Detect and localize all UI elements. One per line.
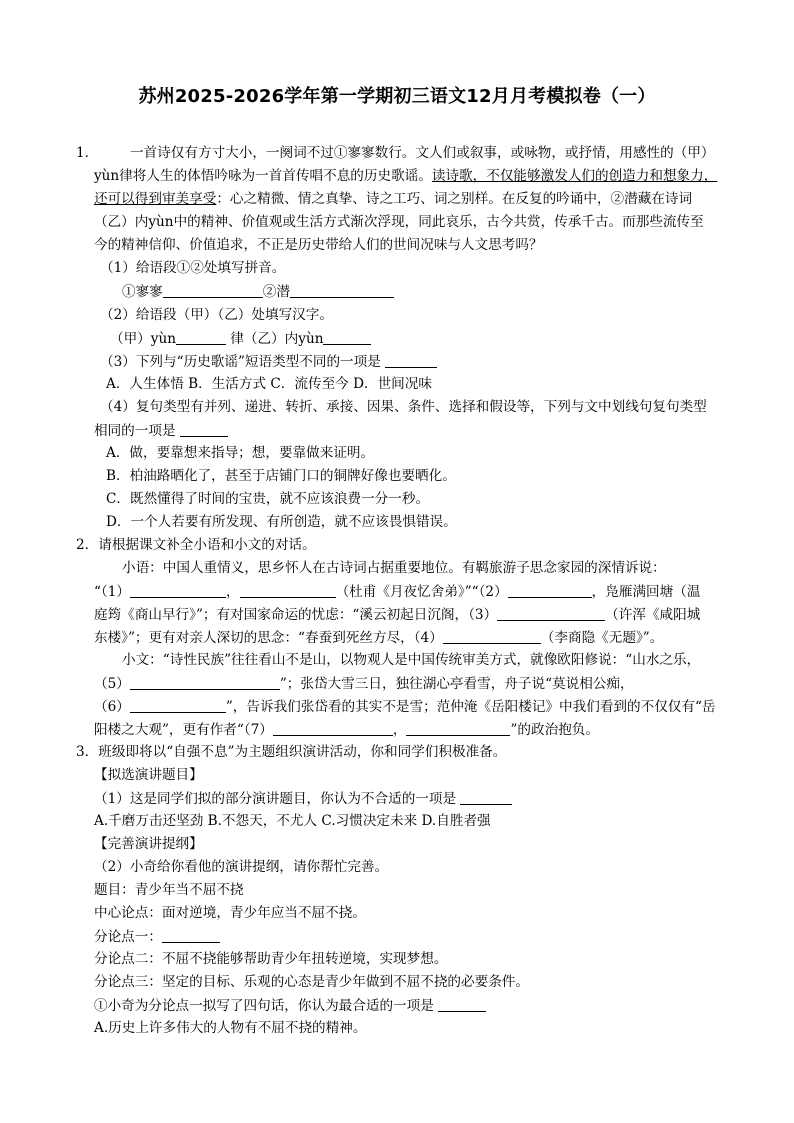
question-text: （1）这是同学们拟的部分演讲题目，你认为不合适的一项是 <box>94 791 457 807</box>
sub-question-1 <box>94 792 512 807</box>
answer-blank[interactable] <box>176 332 226 345</box>
answer-blank[interactable] <box>273 723 393 736</box>
option-a: A．做，要靠想来指导；想，要靠做来证明。 <box>106 445 375 461</box>
answer-blank[interactable] <box>180 424 228 437</box>
answer-blank[interactable] <box>130 700 226 713</box>
source-text: （许浑《咸阳城 <box>605 607 701 623</box>
outline-point-1 <box>94 930 220 945</box>
answer-blank[interactable] <box>508 585 592 598</box>
pinyin-row <box>122 285 394 300</box>
sub-question-2-1 <box>94 999 486 1014</box>
blank-label: （5） <box>94 676 130 692</box>
jia-label: （甲）yùn <box>110 331 176 347</box>
answer-blank[interactable] <box>162 930 220 943</box>
dialog-line-8 <box>94 723 599 738</box>
answer-blank[interactable] <box>438 999 486 1012</box>
passage-text: ：心之精微、情之真挚、诗之工巧、词之别样。在反复的吟诵中，②潜藏在诗词 <box>216 191 693 207</box>
dialog-text: ”的政治抱负。 <box>510 722 599 738</box>
dialog-text: 阳楼之大观”，更有作者“（7） <box>94 722 273 738</box>
dialog-line-2 <box>94 585 700 600</box>
dialog-text: ”，告诉我们张岱看的其实不是雪；范仲淹《岳阳楼记》中我们看到的不仅仅有“岳 <box>225 699 716 715</box>
dialog-text: 庭筠《商山早行》”；有对国家命运的忧虑：“溪云初起日沉阁，（3） <box>94 607 498 623</box>
answer-blank[interactable] <box>497 608 605 621</box>
passage-line-3 <box>94 193 692 207</box>
answer-blank[interactable] <box>290 285 394 298</box>
option-b: B．柏油路晒化了，甚至于店铺门口的铜牌好像也要晒化。 <box>106 468 456 484</box>
sub-question-2: （2）给语段（甲）（乙）处填写汉字。 <box>100 307 333 323</box>
sub-question-4-cont <box>94 424 228 439</box>
blank-label: “（1） <box>94 584 130 600</box>
answer-blank[interactable] <box>443 631 541 644</box>
source-text: ，凫雁满回塘（温 <box>591 584 701 600</box>
question-text: （3）下列与“历史歌谣”短语类型不同的一项是 <box>100 354 381 370</box>
option-a: A.历史上许多伟大的人物有不屈不挠的精神。 <box>94 1020 367 1036</box>
underlined-sentence: 读诗歌，不仅能够激发人们的创造力和想象力， <box>431 168 718 184</box>
options-row: A.千磨万击还坚劲 B.不怨天，不尤人 C.习惯决定未来 D.自胜者强 <box>94 813 491 829</box>
sub-question-1: （1）给语段①②处填写拼音。 <box>100 260 286 276</box>
dialog-line-5: 小文：“诗性民族”往往看山不是山，以物观人是中国传统审美方式，就像欧阳修说：“山水之乐， <box>122 652 701 668</box>
source-text: （李商隐《无题》”。 <box>540 630 664 646</box>
answer-blank[interactable] <box>130 585 226 598</box>
outline-thesis: 中心论点：面对逆境，青少年应当不屈不挠。 <box>94 905 366 921</box>
sub-question-3 <box>100 355 437 370</box>
sub-question-4: （4）复句类型有并列、递进、转折、承接、因果、条件、选择和假设等，下列与文中划线句复句类型 <box>100 399 707 415</box>
answer-blank[interactable] <box>163 285 263 298</box>
underlined-sentence: 还可以得到审美享受 <box>94 191 217 207</box>
answer-blank[interactable] <box>385 355 437 368</box>
answer-blank[interactable] <box>460 792 512 805</box>
passage-line-5: 今的精神信仰、价值追求，不正是历史带给人们的世间况味与人文思考吗？ <box>94 237 543 253</box>
comma: ， <box>392 722 407 738</box>
dialog-line-6 <box>94 677 634 692</box>
question-text: 相同的一项是 <box>94 423 176 439</box>
source-text: （杜甫《月夜忆舍弟》”“（2） <box>335 584 508 600</box>
passage-text: yùn律将人生的体悟吟咏为一首首传唱不息的历史歌谣。 <box>94 168 432 184</box>
passage-line-1: 一首诗仅有方寸大小，一阕词不过①寥寥数行。文人们或叙事，或咏物，或抒情，用感性的（甲） <box>130 145 715 161</box>
page-title: 苏州2025-2026学年第一学期初三语文12月月考模拟卷（一） <box>138 86 656 107</box>
item-2-label: ②潜 <box>262 284 290 300</box>
dialog-line-3 <box>94 608 700 623</box>
option-c: C．既然懂得了时间的宝贵，就不应该浪费一分一秒。 <box>106 491 430 507</box>
question-1-number: 1． <box>76 145 99 161</box>
outline-point-3: 分论点三：坚定的目标、乐观的心态是青少年做到不屈不挠的必要条件。 <box>94 974 529 990</box>
comma: ， <box>226 584 240 600</box>
yi-label: 律（乙）内yùn <box>230 331 324 347</box>
hanzi-row <box>110 332 371 347</box>
passage-line-2 <box>94 170 717 184</box>
blank-label: （6） <box>94 699 130 715</box>
option-d: D．一个人若要有所发现、有所创造，就不应该畏惧错误。 <box>106 514 457 530</box>
passage-line-4: （乙）内yùn中的精神、价值观或生活方式渐次浮现，同此哀乐，古今共赏，传承千古。而那些流传至 <box>94 214 704 230</box>
answer-blank[interactable] <box>323 332 371 345</box>
answer-blank[interactable] <box>406 723 510 736</box>
item-1-label: ①寥寥 <box>122 284 163 300</box>
options-row: A．人生体悟 B．生活方式 C．流传至今 D．世间况味 <box>106 376 432 392</box>
dialog-line-7 <box>94 700 716 715</box>
section-heading: 【完善演讲提纲】 <box>94 836 203 852</box>
answer-blank[interactable] <box>130 677 280 690</box>
question-3-heading: 3．班级即将以“自强不息”为主题组织演讲活动，你和同学们积极准备。 <box>76 744 507 760</box>
outline-point-2: 分论点二：不屈不挠能够帮助青少年扭转逆境，实现梦想。 <box>94 951 448 967</box>
sub-question-2: （2）小奇给你看他的演讲提纲，请你帮忙完善。 <box>94 859 389 875</box>
answer-blank[interactable] <box>240 585 336 598</box>
question-2-heading: 2．请根据课文补全小语和小文的对话。 <box>76 537 316 553</box>
dialog-text: 东楼》”；更有对亲人深切的思念：“春蚕到死丝方尽，（4） <box>94 630 443 646</box>
question-text: ①小奇为分论点一拟写了四句话，你认为最合适的一项是 <box>94 998 434 1014</box>
section-heading: 【拟选演讲题目】 <box>94 767 203 783</box>
point-label: 分论点一： <box>94 929 162 945</box>
dialog-line-4 <box>94 631 663 646</box>
dialog-text: ”；张岱大雪三日，独往湖心亭看雪，舟子说“莫说相公痴， <box>279 676 634 692</box>
outline-title: 题目：青少年当不屈不挠 <box>94 882 244 898</box>
dialog-line-1: 小语：中国人重情义，思乡怀人在古诗词占据重要地位。有羁旅游子思念家园的深情诉说： <box>122 560 666 576</box>
